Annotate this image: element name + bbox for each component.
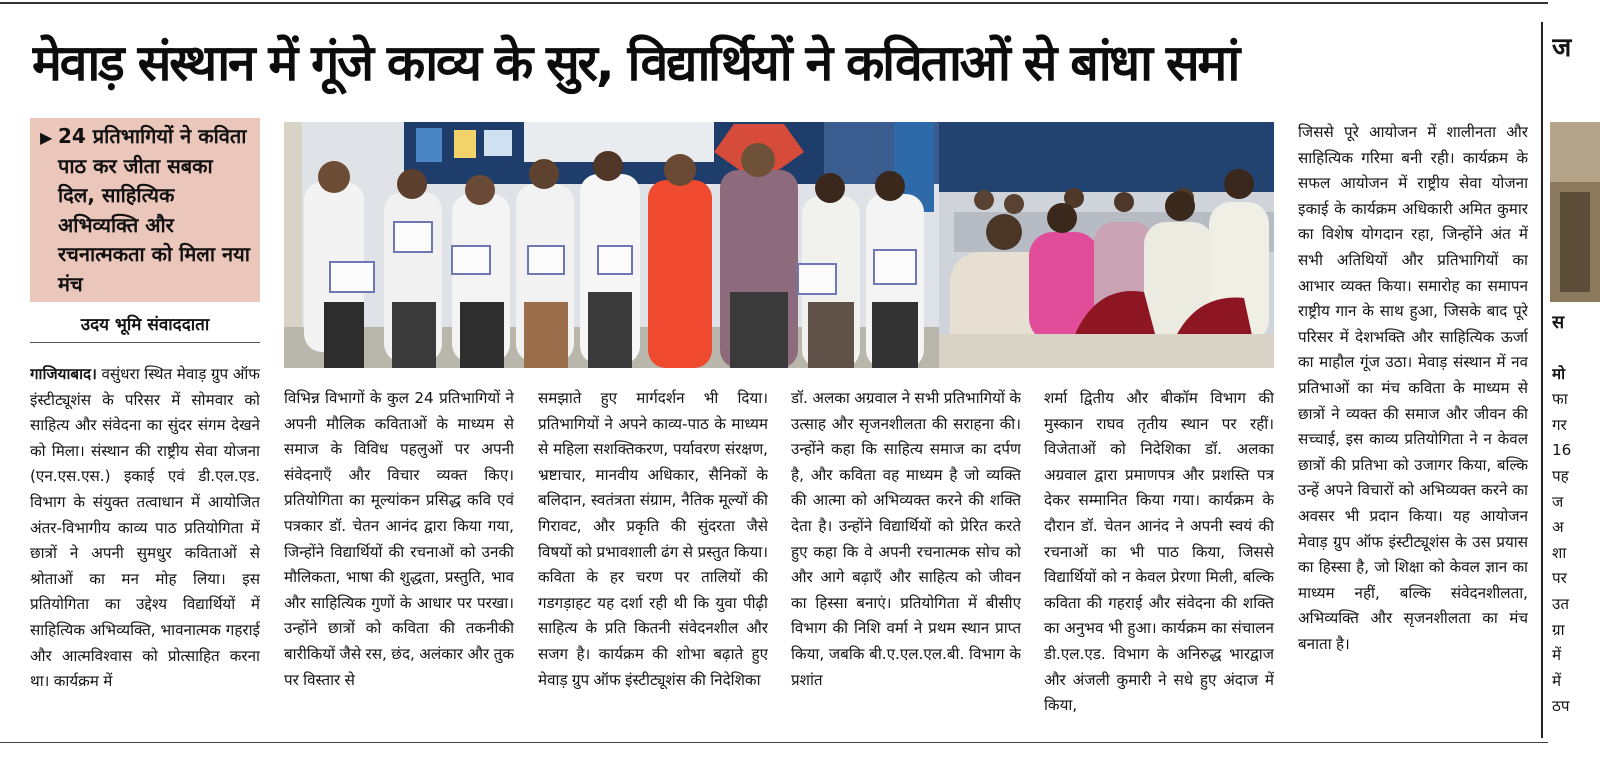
neighbor-line: फा — [1552, 390, 1568, 409]
neighbor-line: में — [1552, 646, 1562, 665]
neighbor-line: ठप — [1552, 697, 1570, 716]
neighbor-byline-fragment: स — [1552, 312, 1565, 333]
event-photo — [284, 122, 1274, 368]
neighbor-line: गर — [1552, 415, 1567, 434]
neighbor-line: शा — [1552, 543, 1567, 562]
neighbor-article-fragment — [1552, 310, 1600, 720]
neighbor-line: में — [1552, 671, 1562, 690]
neighbor-line: उत — [1552, 594, 1569, 613]
neighbor-line: अ — [1552, 518, 1564, 537]
article-column-4: डॉ. अलका अग्रवाल ने सभी प्रतिभागियों के उत्साह और सृजनशीलता की सराहना की। उन्होंने कहा कि साहित्य समाज का दर्पण है, और कविता वह माध्यम है जो व्यक्ति की आत्मा को अभिव्यक्त करने की शक्ति देता है। उन्होंने विद्यार्थियों को प्रेरित करते हुए कहा कि वे अपनी रचनात्मक सोच को और आगे बढ़ाएँ और साहित्य को जीवन का हिस्सा बनाएं। प्रतियोगिता में बीसीए विभाग की निशि वर्मा ने प्रथम स्थान प्राप्त किया, जबकि बी.ए.एल.एल.बी. विभाग के प्रशांत — [791, 389, 1021, 689]
article-column-1 — [30, 362, 260, 742]
dateline: गाजियाबाद। — [30, 365, 97, 383]
neighbor-line: ज — [1552, 492, 1564, 511]
neighbor-headline-fragment: ज — [1552, 33, 1572, 63]
byline-rule — [30, 342, 260, 343]
triangle-bullet-icon: ▶ — [40, 128, 53, 147]
highlight-text: 24 प्रतिभागियों ने कविता पाठ कर जीता सबका दिल, साहित्यिक अभिव्यक्ति और रचनात्मकता को मिला नया मंच — [58, 124, 250, 296]
neighbor-line: पह — [1552, 466, 1569, 485]
article-column-3: समझाते हुए मार्गदर्शन भी दिया। प्रतिभागियों ने अपने काव्य-पाठ के माध्यम से महिला सशक्तिकरण, पर्यावरण संरक्षण, भ्रष्टाचार, मानवीय अधिकार, सैनिकों के बलिदान, स्वतंत्रता संग्राम, नैतिक मूल्यों की गिरावट, और प्रकृति की सुंदरता जैसे विषयों को प्रभावशाली ढंग से प्रस्तुत किया। कविता के हर चरण पर तालियों की गडगड़ाहट यह दर्शा रही थी कि युवा पीढ़ी साहित्य के प्रति कितनी संवेदनशील और सजग है। कार्यक्रम की शोभा बढ़ाते हुए मेवाड़ ग्रुप ऑफ इंस्टीट्यूशंस की निदेशिका — [538, 389, 768, 689]
highlight-box — [30, 118, 260, 302]
neighbor-photo-fragment — [1550, 122, 1600, 302]
neighbor-lines — [1552, 362, 1600, 720]
article-column-2: विभिन्न विभागों के कुल 24 प्रतिभागियों ने अपनी मौलिक कविताओं के माध्यम से समाज के विविध पहलुओं पर अपनी संवेदनाएँ और विचार व्यक्त किए। प्रतियोगिता का मूल्यांकन प्रसिद्ध कवि एवं पत्रकार डॉ. चेतन आनंद द्वारा किया गया, जिन्होंने विद्यार्थियों की रचनाओं को उनकी मौलिकता, भाषा की शुद्धता, प्रस्तुति, भाव और साहित्यिक गुणों के आधार पर परखा। उन्होंने छात्रों को कविता की तकनीकी बारीकियों जैसे रस, छंद, अलंकार और तुक पर विस्तार से — [284, 389, 514, 689]
neighbor-line: 16 — [1552, 441, 1572, 460]
article-text-1: वसुंधरा स्थित मेवाड़ ग्रुप ऑफ इंस्टीट्यूशंस के परिसर में सोमवार को साहित्य और संवेदना का सुंदर संगम देखने को मिला। संस्थान की राष्ट्रीय सेवा योजना (एन.एस.एस.) इकाई एवं डी.एल.एड. विभाग के संयुक्त तत्वाधान में आयोजित अंतर-विभागीय काव्य पाठ प्रतियोगिता में छात्रों ने अपनी सुमधुर कविताओं से श्रोताओं का मन मोह लिया। इस प्रतियोगिता का उद्देश्य विद्यार्थियों में साहित्यिक अभिव्यक्ति, भावनात्मक गहराई और आत्मविश्वास को प्रोत्साहित करना था। कार्यक्रम में — [30, 365, 260, 691]
byline: उदय भूमि संवाददाता — [80, 315, 210, 335]
column-divider — [1541, 22, 1543, 738]
article-column-6: जिससे पूरे आयोजन में शालीनता और साहित्यिक गरिमा बनी रही। कार्यक्रम के सफल आयोजन में राष्ट्रीय सेवा योजना इकाई के कार्यक्रम अधिकारी अमित कुमार का विशेष योगदान रहा, जिन्होंने अंत में सभी अतिथियों और प्रतिभागियों का आभार व्यक्त किया। समारोह का समापन राष्ट्रीय गान के साथ हुआ, जिसके बाद पूरे परिसर में देशभक्ति और साहित्यिक ऊर्जा का माहौल गूंज उठा। मेवाड़ संस्थान में नव प्रतिभाओं का मंच कविता के माध्यम से छात्रों ने व्यक्त की समाज और जीवन की सच्चाई, इस काव्य प्रतियोगिता ने न केवल छात्रों की प्रतिभा को उजागर किया, बल्कि उन्हें अपने विचारों को अभिव्यक्त करने का अवसर भी प्रदान किया। यह आयोजन मेवाड़ ग्रुप ऑफ इंस्टीट्यूशंस के उस प्रयास का हिस्सा है, जो शिक्षा को केवल ज्ञान का माध्यम नहीं, बल्कि संवेदनशीलता, अभिव्यक्ति और सृजनशीलता का मंच बनाता है। — [1298, 123, 1528, 653]
neighbor-line: ग्रा — [1552, 620, 1565, 639]
neighbor-line: पर — [1552, 569, 1567, 588]
article-column-5: शर्मा द्वितीय और बीकॉम विभाग की मुस्कान राघव तृतीय स्थान पर रहीं। विजेताओं को निदेशिका डॉ. अलका अग्रवाल द्वारा प्रमाणपत्र और प्रशस्ति पत्र देकर सम्मानित किया गया। कार्यक्रम के दौरान डॉ. चेतन आनंद ने अपनी स्वयं की रचनाओं का भी पाठ किया, जिससे विद्यार्थियों को न केवल प्रेरणा मिली, बल्कि कविता की गहराई और संवेदना की शक्ति का अनुभव भी हुआ। कार्यक्रम का संचालन डी.एल.एड. विभाग के अनिरुद्ध भारद्वाज और अंजली कुमारी ने सधे हुए अंदाज में किया, — [1044, 389, 1274, 715]
headline: मेवाड़ संस्थान में गूंजे काव्य के सुर, विद्यार्थियों ने कविताओं से बांधा समां — [32, 34, 1238, 92]
top-rule — [0, 2, 1548, 4]
neighbor-line: मो — [1552, 364, 1566, 383]
bottom-rule — [0, 742, 1548, 743]
